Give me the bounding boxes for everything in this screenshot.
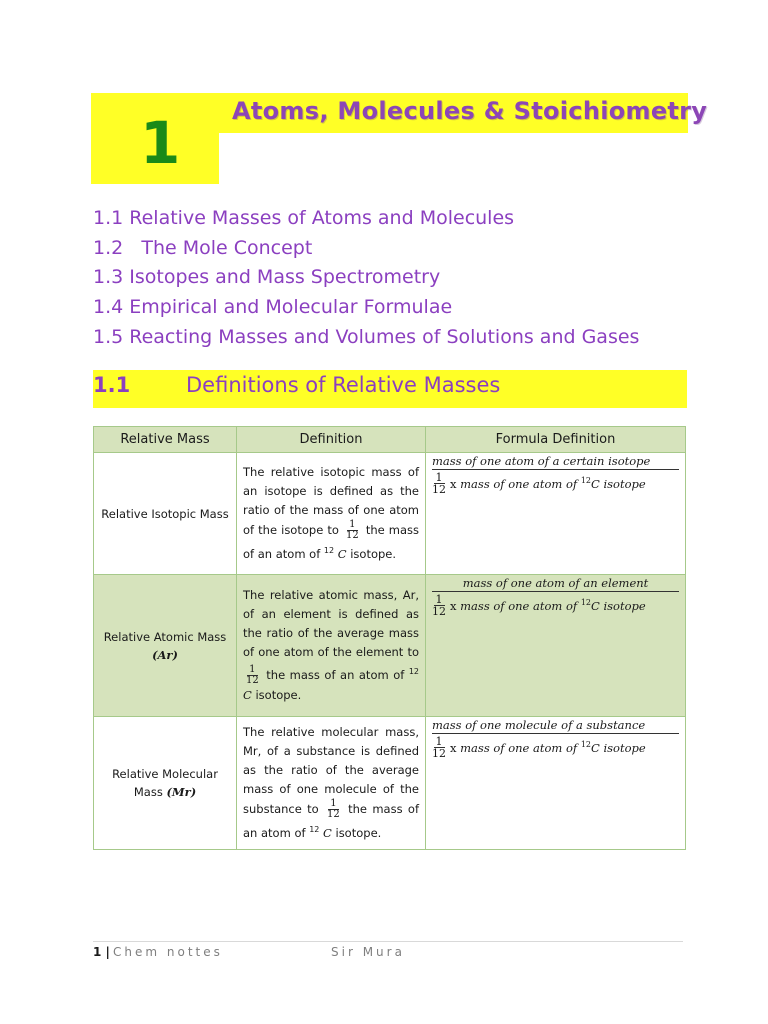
- formula-rest: [450, 598, 646, 613]
- row-name-text: Relative Atomic Mass: [103, 629, 227, 644]
- footer-divider: [93, 941, 683, 942]
- formula-text: mass of one atom of: [460, 476, 578, 491]
- fraction-numerator: 1: [435, 593, 443, 606]
- fraction-numerator: 1: [349, 519, 356, 531]
- formula-isotope: C isotope: [591, 476, 646, 491]
- row-definition: [237, 575, 426, 717]
- fraction-one-twelfth: [432, 472, 446, 495]
- fraction-one-twelfth: [246, 665, 259, 686]
- definition-text: isotope.: [350, 546, 397, 561]
- fraction-numerator: 1: [435, 735, 443, 748]
- formula-rest: [450, 476, 646, 491]
- row-formula: [426, 717, 686, 850]
- toc-item: 1.4 Empirical and Molecular Formulae: [93, 296, 453, 319]
- toc-item: 1.1 Relative Masses of Atoms and Molecules: [93, 207, 515, 229]
- row-name: [94, 453, 237, 575]
- formula-denominator: [432, 736, 679, 759]
- fraction-one-twelfth: [346, 520, 359, 541]
- mass-number: 12: [408, 667, 420, 677]
- mass-number: 12: [580, 740, 591, 750]
- table-header-row: [94, 427, 686, 453]
- fraction-denominator: 12: [432, 483, 446, 496]
- mass-number: 12: [323, 546, 335, 556]
- toc-item: 1.3 Isotopes and Mass Spectrometry: [93, 266, 441, 289]
- section-title: Definitions of Relative Masses: [186, 373, 501, 397]
- fraction-one-twelfth: [432, 736, 446, 759]
- mass-number: 12: [580, 598, 591, 608]
- row-symbol: (Ar): [152, 647, 178, 662]
- row-definition: [237, 453, 426, 575]
- definition-text: the mass of an atom of: [243, 523, 420, 561]
- fraction-one-twelfth: [327, 799, 340, 820]
- definition-text: the mass of an atom of: [266, 667, 405, 682]
- times-sign: x: [450, 740, 457, 755]
- chapter-number: 1: [140, 109, 181, 177]
- fraction-denominator: 12: [432, 747, 446, 760]
- fraction-denominator: 12: [246, 674, 259, 686]
- fraction-denominator: 12: [432, 605, 446, 618]
- formula-isotope: C isotope: [591, 598, 646, 613]
- toc-item: 1.2 The Mole Concept: [93, 236, 313, 259]
- formula-rest: [450, 740, 646, 755]
- footer-page-number: 1 |: [93, 945, 110, 959]
- header-relative-mass: Relative Mass: [94, 427, 237, 453]
- toc-item: 1.5 Reacting Masses and Volumes of Solutions and Gases: [93, 325, 640, 348]
- table-of-contents: [93, 204, 639, 352]
- formula-numerator: mass of one atom of a certain isotope: [432, 454, 679, 470]
- formula-text: mass of one atom of: [460, 598, 578, 613]
- definition-text: The relative atomic mass, Ar, of an element is defined as the ratio of the average mass of one atom of the element to: [243, 588, 419, 660]
- row-formula: [426, 453, 686, 575]
- header-formula-definition: Formula Definition: [426, 427, 686, 453]
- times-sign: x: [450, 476, 457, 491]
- section-number: 1.1: [93, 373, 131, 397]
- definition-text: The relative isotopic mass of an isotope is defined as the ratio of the mass of one atom of the isotope to: [243, 465, 419, 538]
- row-symbol: (Mr): [166, 784, 197, 799]
- chapter-title: Atoms, Molecules & Stoichiometry: [232, 97, 708, 125]
- definition-text: isotope.: [255, 687, 302, 702]
- row-name: [94, 717, 237, 850]
- fraction-denominator: 12: [346, 530, 359, 542]
- formula-numerator: mass of one atom of an element: [432, 576, 679, 592]
- definition-text: the mass of an atom of: [243, 802, 419, 840]
- formula-numerator: mass of one molecule of a substance: [432, 718, 679, 734]
- element-symbol: C: [243, 687, 252, 702]
- table-row: [94, 575, 686, 717]
- fraction-numerator: 1: [435, 471, 443, 484]
- relative-masses-table: [93, 426, 686, 850]
- formula-denominator: [432, 594, 679, 617]
- definition-text: The relative molecular mass, Mr, of a substance is defined as the ratio of the average mass of one molecule of the substance to: [243, 725, 419, 816]
- header-definition: Definition: [237, 427, 426, 453]
- element-symbol: C: [323, 825, 332, 840]
- mass-number: 12: [309, 825, 320, 834]
- row-name-text: Relative Molecular Mass: [112, 766, 218, 799]
- definition-text: isotope.: [335, 825, 382, 840]
- fraction-one-twelfth: [432, 594, 446, 617]
- row-name: [94, 575, 237, 717]
- row-formula: [426, 575, 686, 717]
- element-symbol: C: [337, 546, 347, 561]
- footer-author: Sir Mura: [331, 945, 405, 959]
- footer-document-name: Chem nottes: [113, 945, 223, 959]
- table-row: [94, 717, 686, 850]
- times-sign: x: [450, 598, 457, 613]
- fraction-numerator: 1: [330, 798, 337, 809]
- fraction-numerator: 1: [249, 663, 256, 675]
- row-definition: [237, 717, 426, 850]
- mass-number: 12: [580, 476, 591, 486]
- row-name-text: Relative Isotopic Mass: [101, 506, 229, 521]
- formula-denominator: [432, 472, 679, 495]
- formula-isotope: C isotope: [591, 740, 646, 755]
- table-row: [94, 453, 686, 575]
- fraction-denominator: 12: [327, 809, 340, 820]
- formula-text: mass of one atom of: [460, 740, 578, 755]
